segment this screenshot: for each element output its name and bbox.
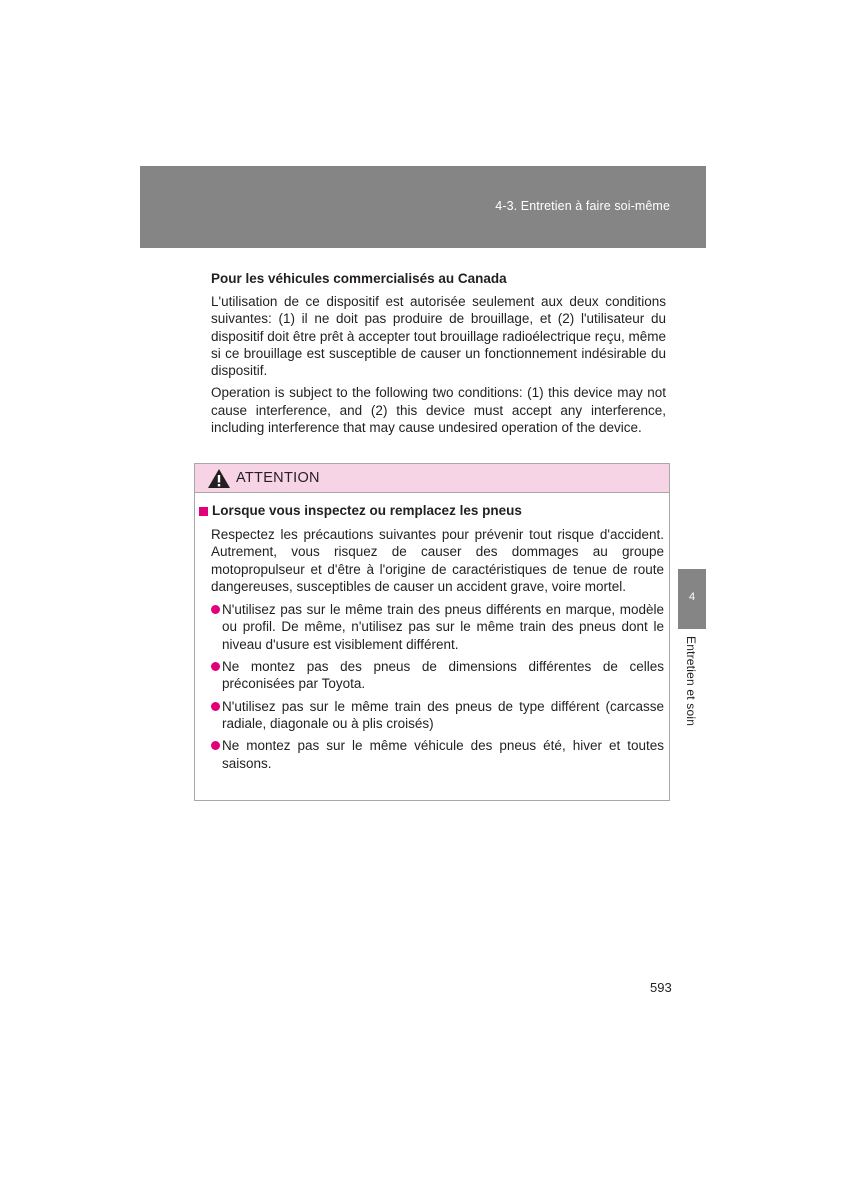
list-item-text: Ne montez pas des pneus de dimensions différentes de celles préconisées par Toyota.	[222, 659, 664, 692]
attention-box	[194, 463, 670, 801]
paragraph-french: L'utilisation de ce dispositif est autorisée seulement aux deux conditions suivantes: (1) il ne doit pas produire de brouillage, et (2) l'utilisateur du dispositif doit être prêt à accepter tout brouillage radioélectrique reçu, même si ce brouillage est susceptible de causer un fonctionnement indésirable du dispositif.	[211, 294, 666, 379]
warning-triangle-icon	[207, 468, 231, 489]
bullet-dot-icon	[211, 662, 220, 671]
bullet-dot-icon	[211, 605, 220, 614]
tire-heading	[199, 502, 664, 520]
list-item-text: N'utilisez pas sur le même train des pneus de type différent (carcasse radiale, diagonale ou à plis croisés)	[222, 698, 664, 731]
attention-label: ATTENTION	[236, 470, 320, 486]
section-title: 4-3. Entretien à faire soi-même	[495, 199, 670, 213]
list-item-text: N'utilisez pas sur le même train des pneus différents en marque, modèle ou profil. De même, n'utilisez pas sur le même train des pneus dont le niveau d'usure est visiblement différent.	[222, 602, 664, 652]
list-item	[211, 601, 664, 653]
list-item	[211, 658, 664, 693]
chapter-tab	[678, 569, 706, 629]
list-item-text: Ne montez pas sur le même véhicule des pneus été, hiver et toutes saisons.	[222, 738, 664, 771]
paragraph-english: Operation is subject to the following two conditions: (1) this device may not cause interference, and (2) this device must accept any interference, including interference that may cause undesired operation of the device.	[211, 385, 666, 436]
list-item	[211, 737, 664, 772]
chapter-title: Entretien et soin	[684, 636, 698, 727]
page-number: 593	[650, 980, 672, 995]
attention-body	[195, 493, 669, 772]
canada-heading: Pour les véhicules commercialisés au Canada	[211, 271, 507, 286]
attention-header	[195, 464, 669, 493]
main-content	[211, 270, 666, 441]
bullet-dot-icon	[211, 702, 220, 711]
list-item	[211, 698, 664, 733]
square-bullet-icon	[199, 507, 208, 516]
header-band	[140, 166, 706, 248]
attention-intro: Respectez les précautions suivantes pour prévenir tout risque d'accident. Autrement, vous risquez de causer des dommages au groupe motopropulseur et d'être à l'origine de caractéristiques de tenue de route dangereuses, susceptibles de causer un accident grave, voire mortel.	[211, 527, 664, 594]
bullet-dot-icon	[211, 741, 220, 750]
tire-heading-text: Lorsque vous inspectez ou remplacez les pneus	[212, 503, 522, 518]
chapter-number: 4	[688, 591, 696, 603]
